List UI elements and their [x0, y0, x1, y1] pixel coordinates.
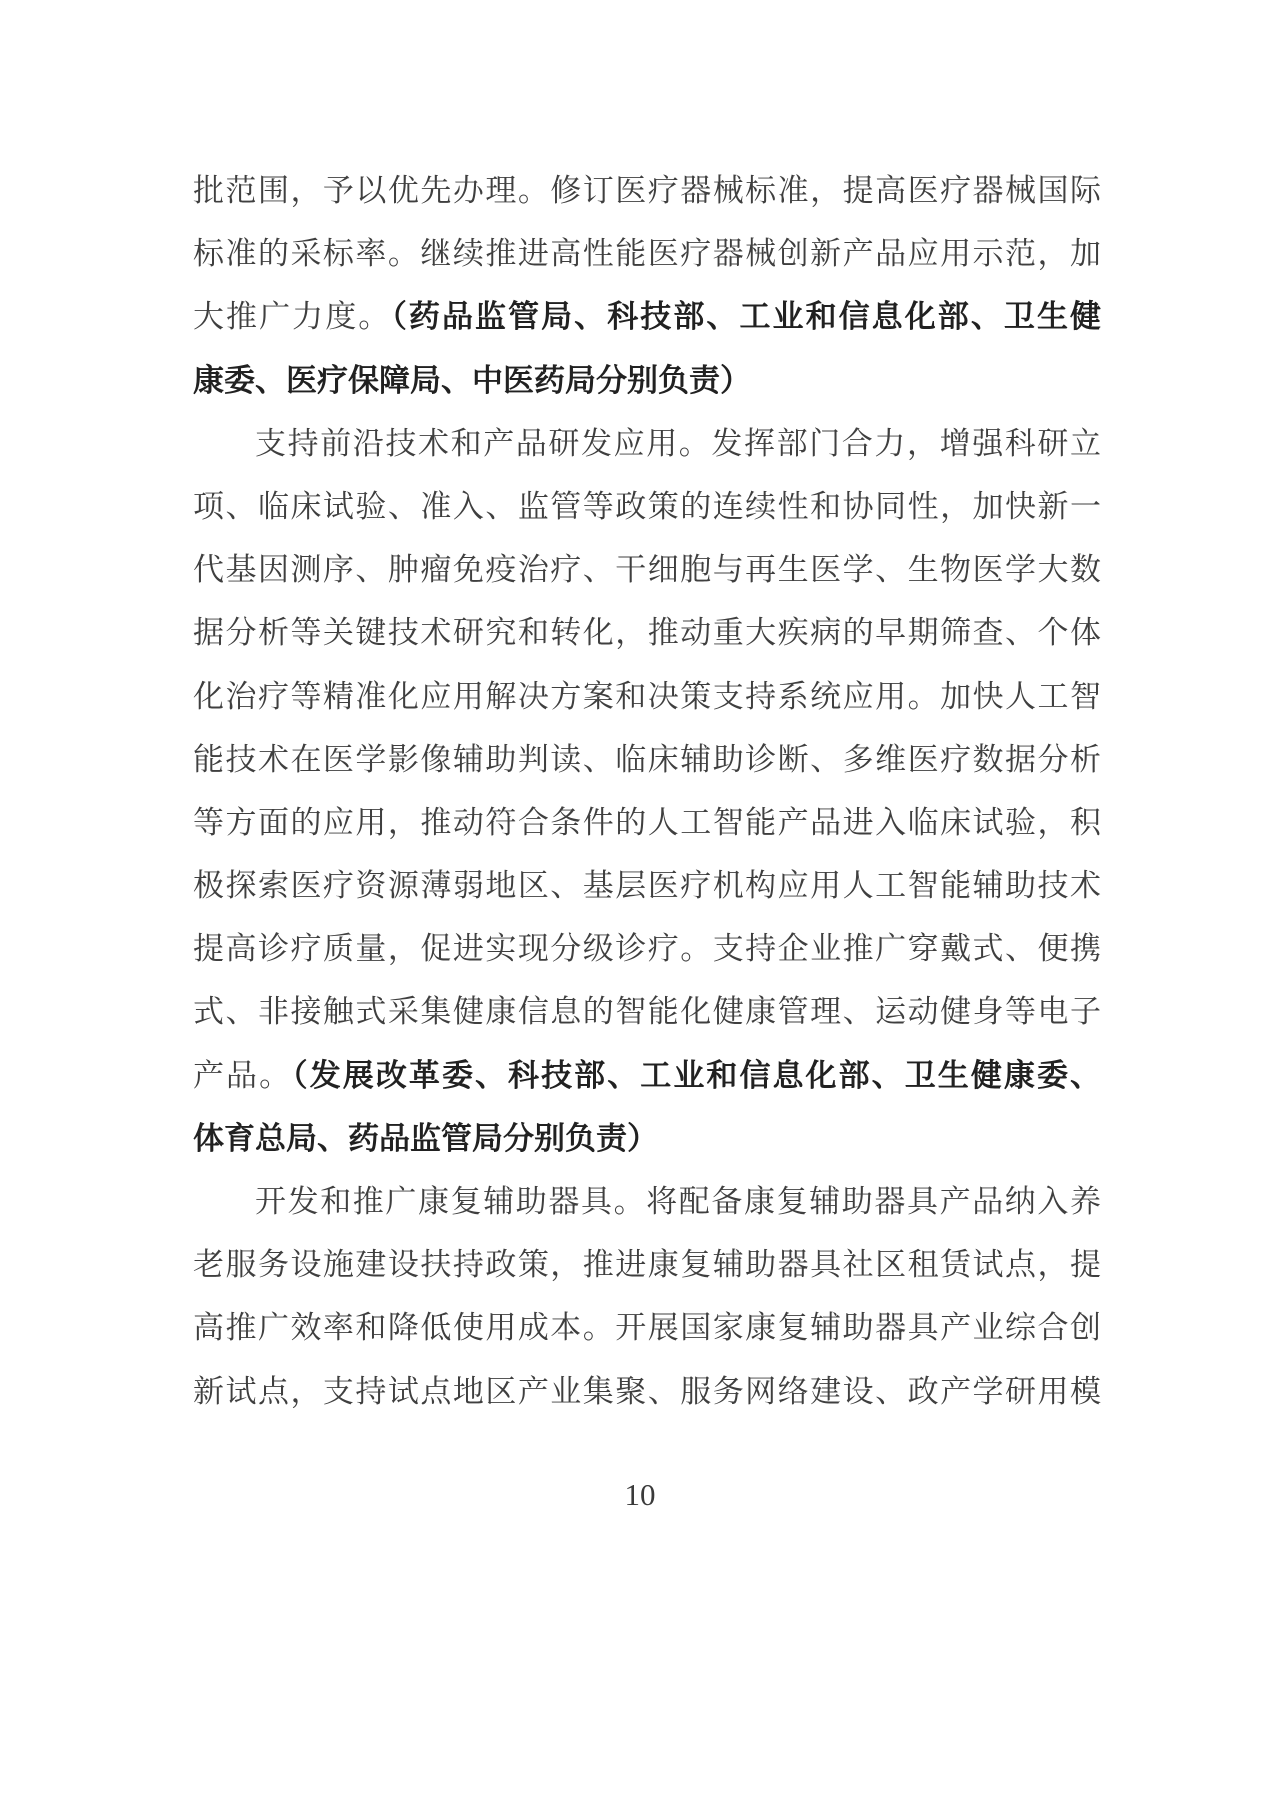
- body-text: 项、临床试验、准入、监管等政策的连续性和协同性，加快新一: [193, 488, 1101, 524]
- text-line: [193, 159, 1101, 222]
- text-line: [193, 222, 1101, 285]
- text-line: [193, 791, 1101, 854]
- text-line: [193, 475, 1101, 538]
- body-text: 新试点，支持试点地区产业集聚、服务网络建设、政产学研用模: [193, 1373, 1101, 1409]
- text-line: [193, 728, 1101, 791]
- body-text: 老服务设施建设扶持政策，推进康复辅助器具社区租赁试点，提: [193, 1247, 1101, 1283]
- text-line: [193, 1360, 1101, 1423]
- body-text: 据分析等关键技术研究和转化，推动重大疾病的早期筛查、个体: [193, 615, 1101, 651]
- text-line: [193, 285, 1101, 348]
- body-text: 开发和推广康复辅助器具。将配备康复辅助器具产品纳入养: [255, 1184, 1101, 1219]
- text-line: [193, 349, 1101, 412]
- text-line: [193, 1296, 1101, 1359]
- text-line: [193, 601, 1101, 664]
- body-text: 批范围，予以优先办理。修订医疗器械标准，提高医疗器械国际: [193, 173, 1101, 208]
- body-text: 大推广力度。: [193, 299, 392, 335]
- text-line: [193, 917, 1101, 980]
- body-text: 支持前沿技术和产品研发应用。发挥部门合力，增强科研立: [255, 425, 1101, 461]
- text-line: [193, 1233, 1101, 1296]
- body-text: 式、非接触式采集健康信息的智能化健康管理、运动健身等电子: [193, 994, 1101, 1030]
- body-text: 提高诊疗质量，促进实现分级诊疗。支持企业推广穿戴式、便携: [193, 931, 1101, 967]
- text-line: [193, 1044, 1101, 1107]
- responsible-departments-text: 体育总局、药品监管局分别负责）: [193, 1120, 658, 1156]
- text-line: [193, 538, 1101, 601]
- text-line: [193, 412, 1101, 475]
- body-text: 高推广效率和降低使用成本。开展国家康复辅助器具产业综合创: [193, 1310, 1101, 1346]
- text-line: [193, 665, 1101, 728]
- body-text: 极探索医疗资源薄弱地区、基层医疗机构应用人工智能辅助技术: [193, 868, 1101, 904]
- body-text: 代基因测序、肿瘤免疫治疗、干细胞与再生医学、生物医学大数: [193, 552, 1101, 588]
- text-line: [193, 1170, 1101, 1233]
- body-text: 化治疗等精准化应用解决方案和决策支持系统应用。加快人工智: [193, 678, 1101, 714]
- responsible-departments-text: 康委、医疗保障局、中医药局分别负责）: [193, 362, 751, 398]
- document-text-block: [193, 159, 1101, 1423]
- body-text: 能技术在医学影像辅助判读、临床辅助诊断、多维医疗数据分析: [193, 741, 1101, 777]
- text-line: [193, 854, 1101, 917]
- body-text: 等方面的应用，推动符合条件的人工智能产品进入临床试验，积: [193, 804, 1101, 840]
- body-text: 产品。: [193, 1057, 293, 1093]
- responsible-departments-text: （药品监管局、科技部、工业和信息化部、卫生健: [391, 299, 1101, 335]
- page-number: 10: [624, 1477, 656, 1512]
- text-line: [193, 1107, 1101, 1170]
- responsible-departments-text: （发展改革委、科技部、工业和信息化部、卫生健康委、: [292, 1057, 1101, 1093]
- text-line: [193, 980, 1101, 1043]
- body-text: 标准的采标率。继续推进高性能医疗器械创新产品应用示范，加: [193, 236, 1101, 272]
